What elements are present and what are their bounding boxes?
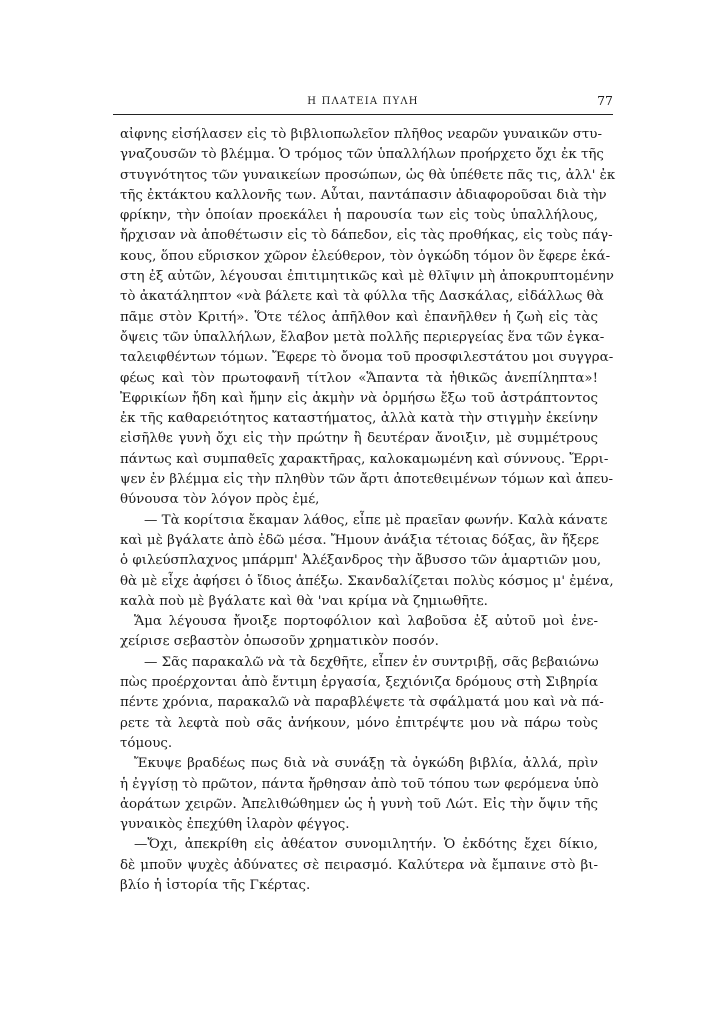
text-line: ἐκ τῆς καθαρειότητος καταστήματος, ἀλλὰ κατὰ τὴν στιγμὴν ἐκείνην [120,411,598,427]
text-line: τῆς ἐκτάκτου καλλονῆς των. Αὗται, παντάπασιν ἀδιαφοροῦσαι διὰ τὴν [120,187,607,203]
text-line: ψεν ἐν βλέμμα εἰς τὴν πληθὺν τῶν ἄρτι ἀποτεθειμένων τόμων καὶ ἀπευ- [120,472,613,488]
text-line: τὸ ἀκατάληπτον «νὰ βάλετε καὶ τὰ φύλλα τῆς Δασκάλας, εἰδάλλως θὰ [120,289,604,305]
text-line: —Ὄχι, ἀπεκρίθη εἰς ἀθέατον συνομιλητήν. Ὁ ἐκδότης ἔχει δίκιο, [134,837,598,853]
text-line: πάντως καὶ συμπαθεῖς χαρακτῆρας, καλοκαμωμένη καὶ σύννους. Ἔρρι- [120,451,609,467]
text-line: αἰφνης εἰσήλασεν εἰς τὸ βιβλιοπωλεῖον πλῆθος νεαρῶν γυναικῶν στυ- [120,127,602,142]
text-line: Ἐφρικίων ἤδη καὶ ἤμην εἰς ἀκμὴν νὰ ὁρμήσω ἔξω τοῦ ἀστράπτοντος [120,390,598,406]
text-line: κους, ὅπου εὕρισκον χῶρον ἐλεύθερον, τὸν ὀγκώδη τόμον ὃν ἔφερε ἑκά- [120,248,611,264]
text-line: τόμους. [120,735,173,751]
body-text [120,125,616,896]
text-line: ταλειφθέντων τόμων. Ἔφερε τὸ ὄνομα τοῦ προσφιλεστάτου μοι συγγρα- [120,350,614,366]
text-line: γυναικὸς ἐπεχύθη ἱλαρὸν φέγγος. [120,817,350,833]
running-header [113,92,613,115]
text-line: γναζουσῶν τὸ βλέμμα. Ὁ τρόμος τῶν ὑπαλλήλων προήρχετο ὄχι ἐκ τῆς [120,147,604,163]
text-line: βλίο ἡ ἱστορία τῆς Γκέρτας. [120,877,311,893]
text-line: Ἔκυψε βραδέως πως διὰ νὰ συνάξῃ τὰ ὀγκώδη βιβλία, ἀλλά, πρὶν [134,756,598,772]
text-line: ἡ ἐγγίσῃ τὸ πρῶτον, πάντα ἤρθησαν ἀπὸ τοῦ τόπου των φερόμενα ὑπὸ [120,776,599,792]
text-line: στη ἐξ αὐτῶν, λέγουσαι ἐπιτιμητικῶς καὶ μὲ θλῖψιν μὴ ἀποκρυπτομένην [120,269,614,285]
text-line: ἤρχισαν νὰ ἀποθέτωσιν εἰς τὸ δάπεδον, εἰς τὰς προθήκας, εἰς τοὺς πάγ- [120,228,613,244]
text-line: πὼς προέρχονται ἀπὸ ἔντιμη ἐργασία, ξεχιόνιζα δρόμους στὴ Σιβηρία [120,675,598,691]
running-title: Η ΠΛΑΤΕΙΑ ΠΥΛΗ [307,96,419,107]
text-line: — Σᾶς παρακαλῶ νὰ τὰ δεχθῆτε, εἶπεν ἐν συντριβῇ, σᾶς βεβαιώνω [144,654,599,670]
text-line: ἀοράτων χειρῶν. Ἀπελιθώθημεν ὡς ἡ γυνὴ τοῦ Λώτ. Εἰς τὴν ὄψιν τῆς [120,796,598,812]
text-line: δὲ μποῦν ψυχὲς ἀδύνατες σὲ πειρασμό. Καλύτερα νὰ ἔμπαινε στὸ βι- [120,857,598,873]
text-line: πέντε χρόνια, παρακαλῶ νὰ παραβλέψετε τὰ σφάλματά μου καὶ νὰ πά- [120,695,604,711]
page-number: 77 [597,93,613,108]
text-line: καὶ μὲ βγάλατε ἀπὸ ἐδῶ μέσα. Ἤμουν ἀνάξια τέτοιας δόξας, ἂν ἤξερε [120,532,599,548]
text-line: Ἅμα λέγουσα ἤνοιξε πορτοφόλιον καὶ λαβοῦσα ἐξ αὐτοῦ μοὶ ἐνε- [134,614,598,630]
text-line: φρίκην, τὴν ὁποίαν προεκάλει ἡ παρουσία των εἰς τοὺς ὑπαλλήλους, [120,208,598,224]
text-line: θύνουσα τὸν λόγον πρὸς ἐμέ, [120,492,320,508]
text-line: φέως καὶ τὸν πρωτοφανῆ τίτλον «Ἅπαντα τὰ ἠθικῶς ἀνεπίληπτα»! [120,370,598,386]
text-line: ρετε τὰ λεφτὰ ποὺ σᾶς ἀνήκουν, μόνο ἐπιτρέψτε μου νὰ πάρω τοὺς [120,715,598,731]
text-line: ὄψεις τῶν ὑπαλλήλων, ἔλαβον μετὰ πολλῆς περιεργείας ἕνα τῶν ἐγκα- [120,329,605,345]
text-line: θὰ μὲ εἶχε ἀφήσει ὁ ἴδιος ἀπέξω. Σκανδαλίζεται πολὺς κόσμος μ' ἐμένα, [120,573,614,589]
text-line: χείρισε σεβαστὸν ὁπωσοῦν χρηματικὸν ποσόν. [120,634,439,650]
text-line: πᾶμε στὸν Κριτή». Ὅτε τέλος ἀπῆλθον καὶ ἐπανῆλθεν ἡ ζωὴ εἰς τὰς [120,309,598,325]
text-line: καλὰ ποὺ μὲ βγάλατε καὶ θὰ 'ναι κρίμα νὰ ζημιωθῆτε. [120,593,488,609]
text-line: ὁ φιλεύσπλαχνος μπάρμπ' Ἀλέξανδρος τὴν ἄβυσσο τῶν ἁμαρτιῶν μου, [120,553,602,569]
text-line: — Τὰ κορίτσια ἔκαμαν λάθος, εἶπε μὲ πραεῖαν φωνήν. Καλὰ κάνατε [144,512,608,528]
text-line: εἰσῆλθε γυνὴ ὄχι εἰς τὴν πρώτην ἢ δευτέραν ἄνοιξιν, μὲ συμμέτρους [120,431,598,447]
text-line: στυγνότητος τῶν γυναικείων προσώπων, ὡς θὰ ὑπέθετε πᾶς τις, ἀλλ' ἐκ [120,167,616,183]
